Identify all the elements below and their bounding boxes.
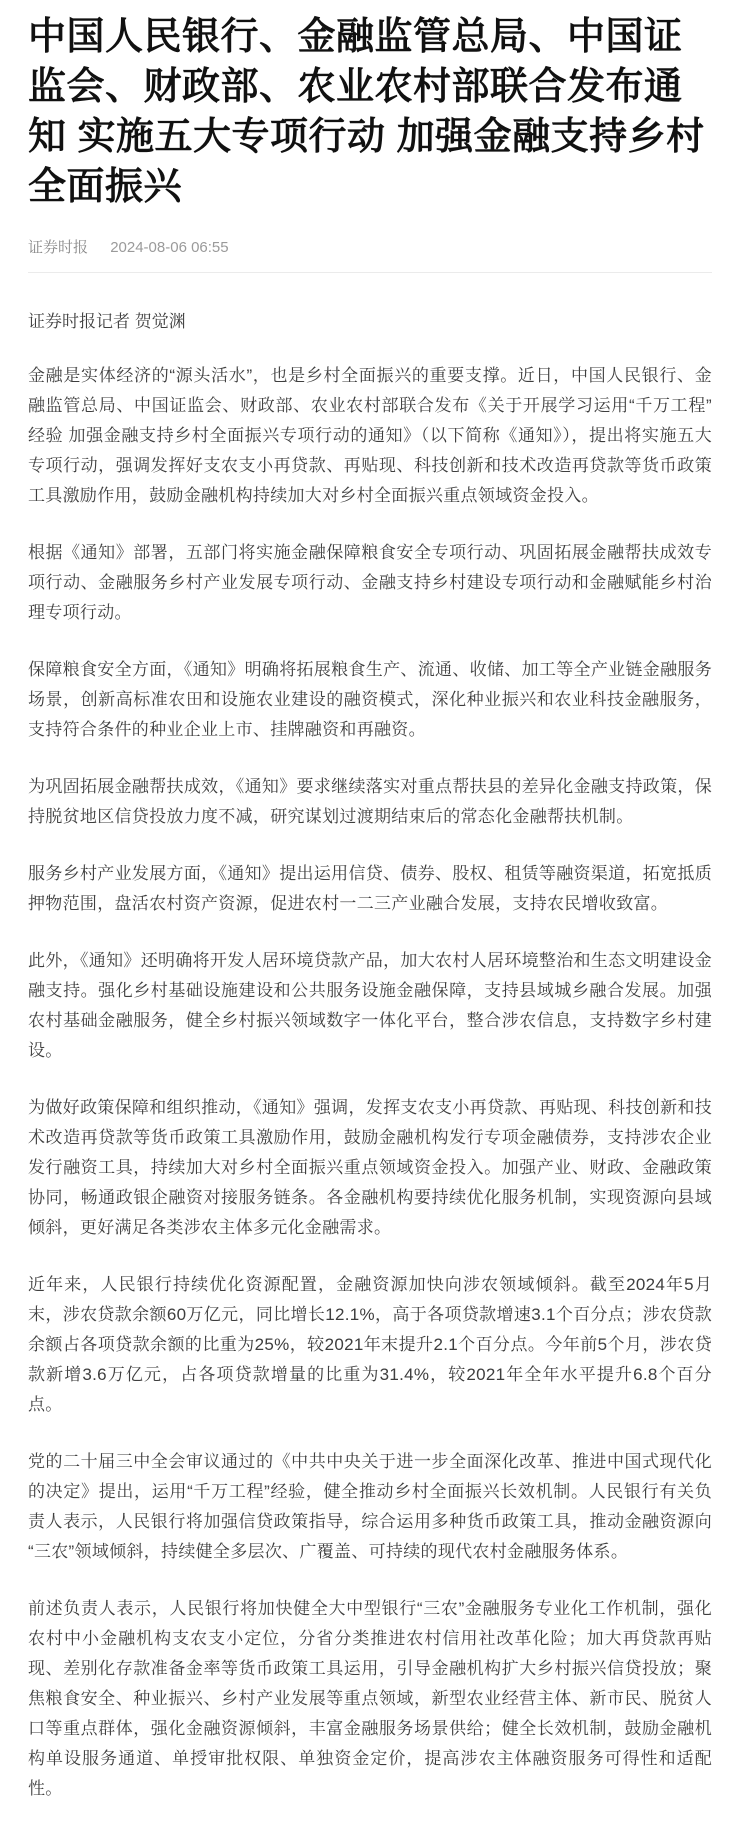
article-paragraph: 保障粮食安全方面，《通知》明确将拓展粮食生产、流通、收储、加工等全产业链金融服务场景，创新高标准农田和设施农业建设的融资模式，深化种业振兴和农业科技金融服务，支持符合条件的种业企业上市、挂牌融资和再融资。 (28, 660, 712, 739)
article-paragraph: 近年来，人民银行持续优化资源配置，金融资源加快向涉农领域倾斜。截至2024年5月末，涉农贷款余额60万亿元，同比增长12.1%，高于各项贷款增速3.1个百分点；涉农贷款余额占各项贷款余额的比重为25%，较2021年末提升2.1个百分点。今年前5个月，涉农贷款新增3.6万亿元，占各项贷款增量的比重为31.4%，较2021年全年水平提升6.8个百分点。 (28, 1275, 712, 1414)
article-paragraph: 服务乡村产业发展方面，《通知》提出运用信贷、债券、股权、租赁等融资渠道，拓宽抵质押物范围，盘活农村资产资源，促进农村一二三产业融合发展，支持农民增收致富。 (28, 864, 712, 913)
article-paragraphs (28, 361, 712, 1804)
article-paragraph: 前述负责人表示，人民银行将加快健全大中型银行“三农”金融服务专业化工作机制，强化农村中小金融机构支农支小定位，分省分类推进农村信用社改革化险；加大再贷款再贴现、差别化存款准备金率等货币政策工具运用，引导金融机构扩大乡村振兴信贷投放；聚焦粮食安全、种业振兴、乡村产业发展等重点领域，新型农业经营主体、新市民、脱贫人口等重点群体，强化金融资源倾斜，丰富金融服务场景供给；健全长效机制，鼓励金融机构单设服务通道、单授审批权限、单独资金定价，提高涉农主体融资服务可得性和适配性。 (28, 1599, 712, 1798)
article-meta (28, 238, 712, 258)
article-paragraph: 为巩固拓展金融帮扶成效，《通知》要求继续落实对重点帮扶县的差异化金融支持政策，保持脱贫地区信贷投放力度不减，研究谋划过渡期结束后的常态化金融帮扶机制。 (28, 777, 712, 826)
article-paragraph: 根据《通知》部署，五部门将实施金融保障粮食安全专项行动、巩固拓展金融帮扶成效专项行动、金融服务乡村产业发展专项行动、金融支持乡村建设专项行动和金融赋能乡村治理专项行动。 (28, 543, 712, 622)
article-byline: 证券时报记者 贺觉渊 (28, 312, 186, 331)
article-paragraph: 金融是实体经济的“源头活水”，也是乡村全面振兴的重要支撑。近日，中国人民银行、金融监管总局、中国证监会、财政部、农业农村部联合发布《关于开展学习运用“千万工程”经验 加强金融支持乡村全面振兴专项行动的通知》（以下简称《通知》），提出将实施五大专项行动，强调发挥好支农支小再贷款、再贴现、科技创新和技术改造再贷款等货币政策工具激励作用，鼓励金融机构持续加大对乡村全面振兴重点领域资金投入。 (28, 366, 712, 505)
article-paragraph: 党的二十届三中全会审议通过的《中共中央关于进一步全面深化改革、推进中国式现代化的决定》提出，运用“千万工程”经验，健全推动乡村全面振兴长效机制。人民银行有关负责人表示，人民银行将加强信贷政策指导，综合运用多种货币政策工具，推动金融资源向“三农”领域倾斜，持续健全多层次、广覆盖、可持续的现代农村金融服务体系。 (28, 1452, 712, 1561)
article-source[interactable]: 证券时报 (28, 239, 89, 256)
article-body (28, 310, 712, 1804)
article-paragraph: 此外，《通知》还明确将开发人居环境贷款产品，加大农村人居环境整治和生态文明建设金融支持。强化乡村基础设施建设和公共服务设施金融保障，支持县域城乡融合发展。加强农村基础金融服务，健全乡村振兴领域数字一体化平台，整合涉农信息，支持数字乡村建设。 (28, 951, 712, 1060)
article-title: 中国人民银行、金融监管总局、中国证监会、财政部、农业农村部联合发布通知 实施五大专项行动 加强金融支持乡村全面振兴 (28, 16, 705, 208)
header-divider (28, 272, 712, 273)
article-paragraph: 为做好政策保障和组织推动，《通知》强调，发挥支农支小再贷款、再贴现、科技创新和技术改造再贷款等货币政策工具激励作用，鼓励金融机构发行专项金融债券，支持涉农企业发行融资工具，持续加大对乡村全面振兴重点领域资金投入。加强产业、财政、金融政策协同，畅通政银企融资对接服务链条。各金融机构要持续优化服务机制，实现资源向县域倾斜，更好满足各类涉农主体多元化金融需求。 (28, 1098, 712, 1237)
article-header (28, 12, 712, 273)
article-publish-time: 2024-08-06 06:55 (110, 239, 229, 256)
